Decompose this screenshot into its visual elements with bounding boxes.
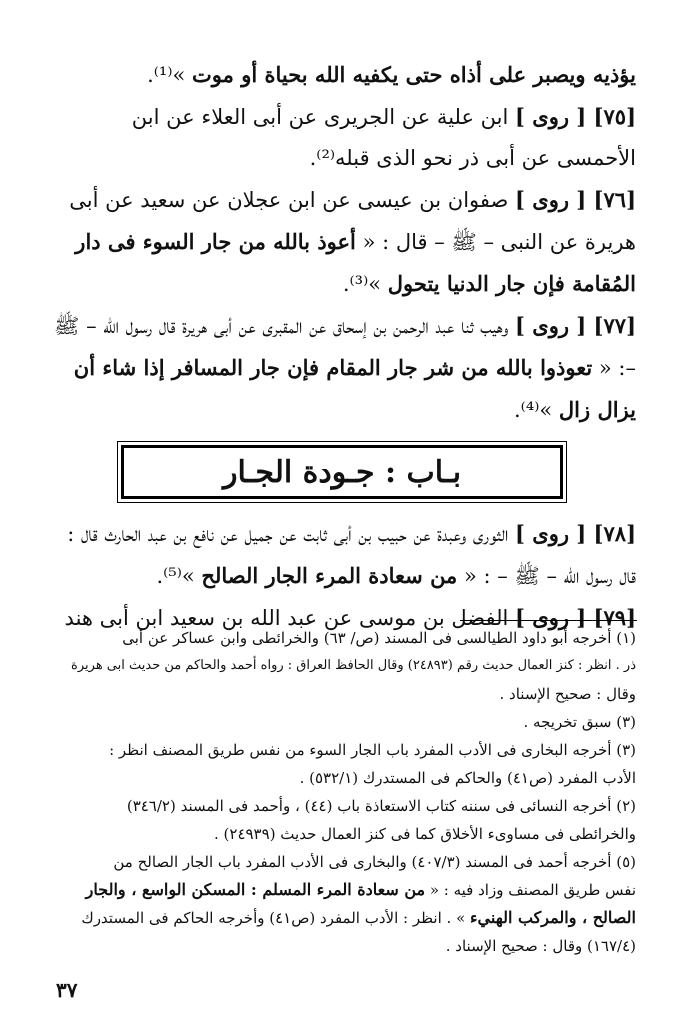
footnote-1: (١) أخرجه أبو داود الطيالسى فى المسند (ص/ ٦٣) والخرائطى وابن عساكر عن أبى [122,629,636,647]
footnote-ref: »⁽¹⁾. [147,63,193,87]
isnad-text: وهيب ثنا عبد الرحمن بن إسحاق عن المقبرى عن أبى هريرة قال رسول الله – ﷺ –: « [54,314,636,380]
hadith-number: [٧٩] [ روى ] [515,605,636,630]
footnote-3: (٣) أخرجه البخارى فى الأدب المفرد باب الجار السوء من نفس طريق المصنف انظر : [109,741,636,759]
footnote-text: نفس طريق المصنف وزاد فيه : « [425,881,636,899]
footnote-ref: »⁽⁵⁾. [156,564,202,588]
hadith-78 [48,513,636,597]
hadith-text: من سعادة المرء الجار الصالح [201,563,458,588]
hadith-75 [48,96,636,179]
footnote-4-cont: والخرائطى فى مساوىء الأخلاق كما فى كنز العمال حديث (٢٤٩٣٩) . [214,825,636,843]
hadith-text: تعوذوا بالله من شر جار المقام فإن جار المسافر إذا شاء أن يزال زال [73,355,636,422]
isnad-text: ابن علية عن الجريرى عن أبى العلاء عن ابن الأحمسى عن أبى ذر نحو الذى قبله⁽²⁾. [131,105,636,170]
footnote-ref: »⁽³⁾. [342,272,388,296]
paragraph-continuation [48,54,636,96]
footnote-5-end: (١٦٧/٤) وقال : صحيح الإسناد . [445,937,636,955]
footnotes [48,624,636,960]
footnote-5-cont2 [48,904,636,932]
hadith-number: [٧٨] [ روى ] [515,521,636,546]
page-number: ٣٧ [56,978,78,1002]
footnote-1-cont: ذر . انظر : كنز العمال حديث رقم (٢٤٨٩٣) وقال الحافظ العراق : رواه أحمد والحاكم من حديث ابى هريرة [71,658,636,673]
footnote-5-cont [48,876,636,904]
isnad-text: الفضل بن موسى عن عبد الله بن سعيد ابن أبى هند [64,606,516,630]
isnad-text: صفوان بن عيسى عن ابن عجلان عن سعيد عن أبى هريرة عن النبى – ﷺ – قال : « [69,188,636,254]
hadith-number: [٧٦] [ روى ] [515,187,636,212]
footnote-separator [460,620,637,621]
footnote-quote: من سعادة المرء المسلم : المسكن الواسع ، والجار [85,880,426,899]
hadith-number: [٧٧] [ روى ] [515,313,636,338]
footnote-1-end: وقال : صحيح الإسناد . [499,685,636,703]
isnad-text: الثورى وعبدة عن حبيب بن أبى ثابت عن جميل عن نافع بن عبد الحارث قال : قال رسول الله – ﷺ – : « [67,522,636,588]
hadith-76 [48,179,636,305]
footnote-ref: »⁽⁴⁾. [513,398,559,422]
footnote-4: (٢) أخرجه النسائى فى سننه كتاب الاستعاذة باب (٤٤) ، وأحمد فى المسند (٣٤٦/٢) [126,797,636,815]
hadith-77 [48,305,636,431]
hadith-text: أعوذ بالله من جار السوء فى دار المُقامة فإن جار الدنيا يتحول [75,229,636,296]
chapter-heading: بـاب : جـودة الجـار [121,445,563,499]
hadith-number: [٧٥] [ روى ] [515,104,636,129]
main-text [48,54,636,639]
footnote-5: (٥) أخرجه أحمد فى المسند (٤٠٧/٣) والبخارى فى الأدب المفرد باب الجار الصالح من [113,853,636,871]
footnote-text: » . انظر : الأدب المفرد (ص٤١) وأخرجه الحاكم فى المستدرك [81,909,471,927]
footnote-3-cont: الأدب المفرد (ص٤١) والحاكم فى المستدرك (٥٣٢/١) . [299,769,636,787]
footnote-quote: الصالح ، والمركب الهنيء [470,908,636,927]
hadith-text: يؤذيه ويصبر على أذاه حتى يكفيه الله بحياة أو موت [192,62,636,87]
footnote-2: (٣) سبق تخريجه . [523,713,636,731]
